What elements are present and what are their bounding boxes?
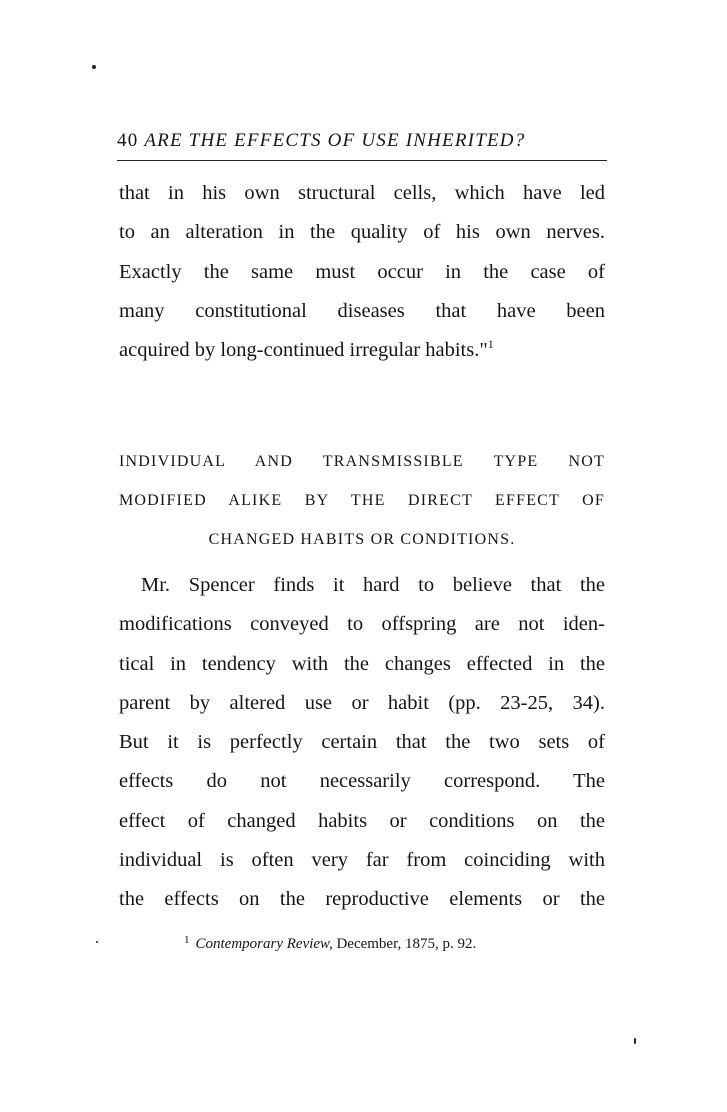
heading-line: INDIVIDUAL AND TRANSMISSIBLE TYPE NOT (119, 453, 605, 470)
text-line: tical in tendency with the changes effected in the (119, 652, 605, 675)
print-speck (634, 1038, 636, 1044)
text-line: the effects on the reproductive elements or the (119, 888, 605, 911)
text-line (119, 331, 605, 370)
header-rule (117, 160, 607, 161)
text-line: effects do not necessarily correspond. The (119, 770, 605, 793)
text-line: individual is often very far from coinciding with (119, 849, 605, 872)
heading-line: CHANGED HABITS OR CONDITIONS. (208, 531, 516, 548)
text-line-content: acquired by long-continued irregular habits." (119, 339, 488, 362)
text-line: to an alteration in the quality of his own nerves. (119, 221, 605, 244)
text-line: modifications conveyed to offspring are not iden- (119, 613, 605, 636)
footnote (184, 934, 476, 953)
text-line: that in his own structural cells, which have led (119, 182, 605, 204)
text-line: Mr. Spencer finds it hard to believe that the (141, 574, 605, 596)
text-line: many constitutional diseases that have been (119, 299, 605, 322)
page-number: 40 (117, 130, 139, 151)
running-header (117, 130, 607, 152)
section-heading (119, 442, 605, 559)
footnote-reference: 1 (487, 337, 494, 352)
text-line: But it is perfectly certain that the two sets of (119, 731, 605, 754)
text-line: Exactly the same must occur in the case of (119, 260, 605, 283)
footnote-journal: Contemporary Review, (195, 936, 333, 952)
paragraph-continued (119, 174, 605, 370)
text-line: effect of changed habits or conditions on the (119, 809, 605, 832)
footnote-citation: December, 1875, p. 92. (332, 936, 477, 952)
print-speck (96, 941, 98, 943)
running-title: ARE THE EFFECTS OF USE INHERITED? (144, 130, 526, 151)
print-speck (92, 65, 96, 69)
paragraph (119, 566, 605, 920)
footnote-marker: 1 (184, 934, 190, 946)
heading-line: MODIFIED ALIKE BY THE DIRECT EFFECT OF (119, 492, 605, 509)
text-line: parent by altered use or habit (pp. 23-25, 34). (119, 691, 605, 714)
